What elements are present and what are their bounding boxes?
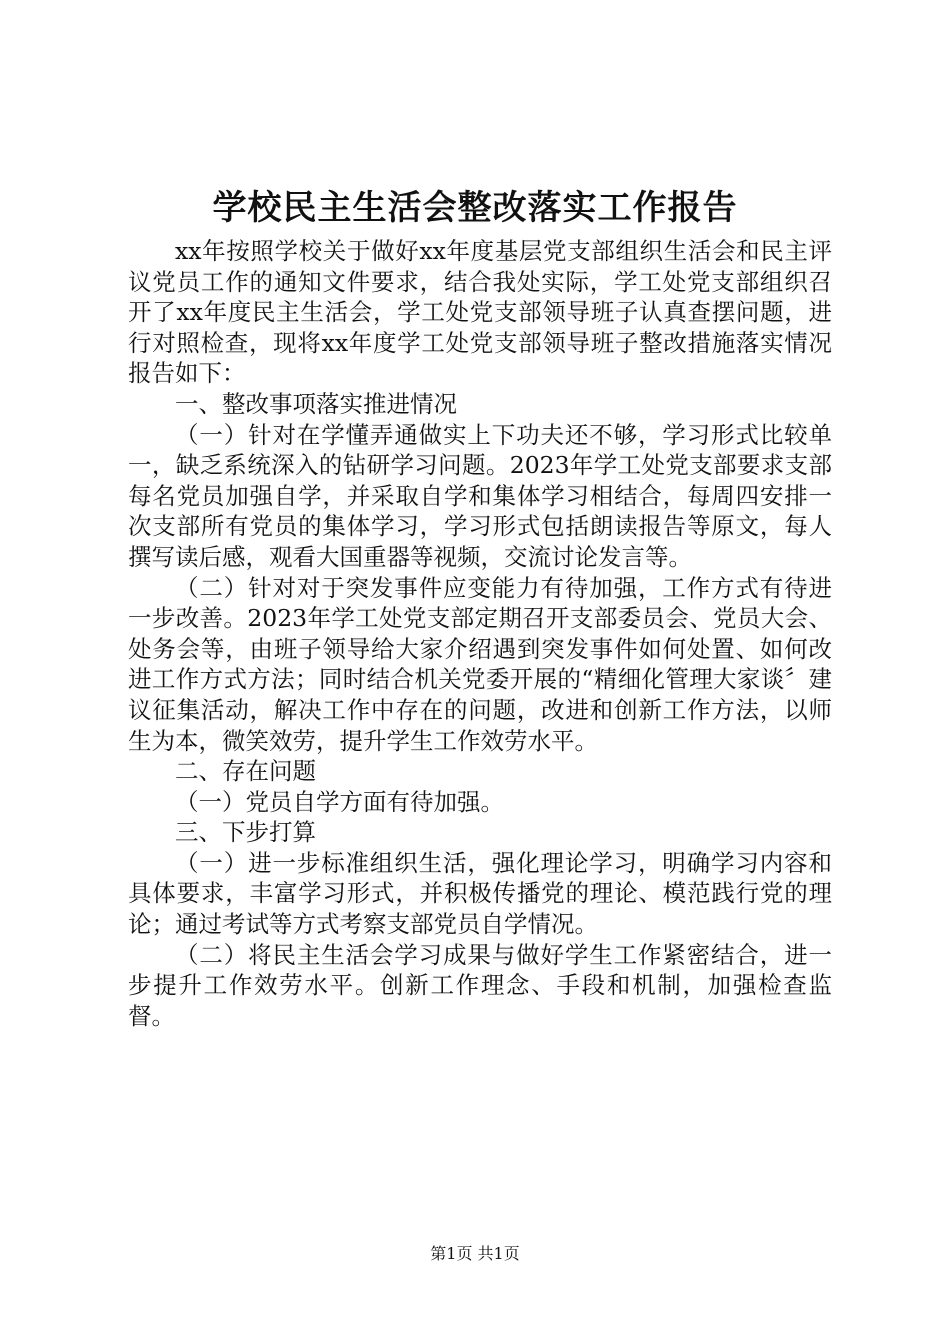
section-1-item-1: （一）针对在学懂弄通做实上下功夫还不够，学习形式比较单一，缺乏系统深入的钻研学习问题。2023年学工处党支部要求支部每名党员加强自学，并采取自学和集体学习相结合，每周四安排一次支部所有党员的集体学习，学习形式包括朗读报告等原文，每人撰写读后感，观看大国重器等视频，交流讨论发言等。 (128, 420, 832, 571)
section-3-item-2: （二）将民主生活会学习成果与做好学生工作紧密结合，进一步提升工作效劳水平。创新工作理念、手段和机制，加强检查监督。 (128, 940, 832, 1030)
section-heading-2: 二、存在问题 (175, 757, 316, 786)
section-heading-1: 一、整改事项落实推进情况 (175, 389, 457, 418)
section-2-item-1: （一）党员自学方面有待加强。 (175, 787, 504, 816)
section-1-item-2: （二）针对对于突发事件应变能力有待加强，工作方式有待进一步改善。2023年学工处党支部定期召开支部委员会、党员大会、处务会等，由班子领导给大家介绍遇到突发事件如何处置、如何改进工作方式方法；同时结合机关党委开展的“精细化管理大家谈〞建议征集活动，解决工作中存在的问题，改进和创新工作方法，以师生为本，微笑效劳，提升学生工作效劳水平。 (128, 573, 832, 755)
section-3-item-1: （一）进一步标准组织生活，强化理论学习，明确学习内容和具体要求，丰富学习形式，并积极传播党的理论、模范践行党的理论；通过考试等方式考察支部党员自学情况。 (128, 848, 832, 939)
page-number-footer: 第1页 共1页 (430, 1244, 520, 1263)
document-title: 学校民主生活会整改落实工作报告 (212, 188, 738, 228)
section-heading-3: 三、下步打算 (175, 818, 316, 847)
document-body (128, 236, 832, 1031)
intro-paragraph: xx年按照学校关于做好xx年度基层党支部组织生活会和民主评议党员工作的通知文件要求，结合我处实际，学工处党支部组织召开了xx年度民主生活会，学工处党支部领导班子认真查摆问题，进行对照检查，现将xx年度学工处党支部领导班子整改措施落实情况报告如下： (128, 237, 832, 388)
